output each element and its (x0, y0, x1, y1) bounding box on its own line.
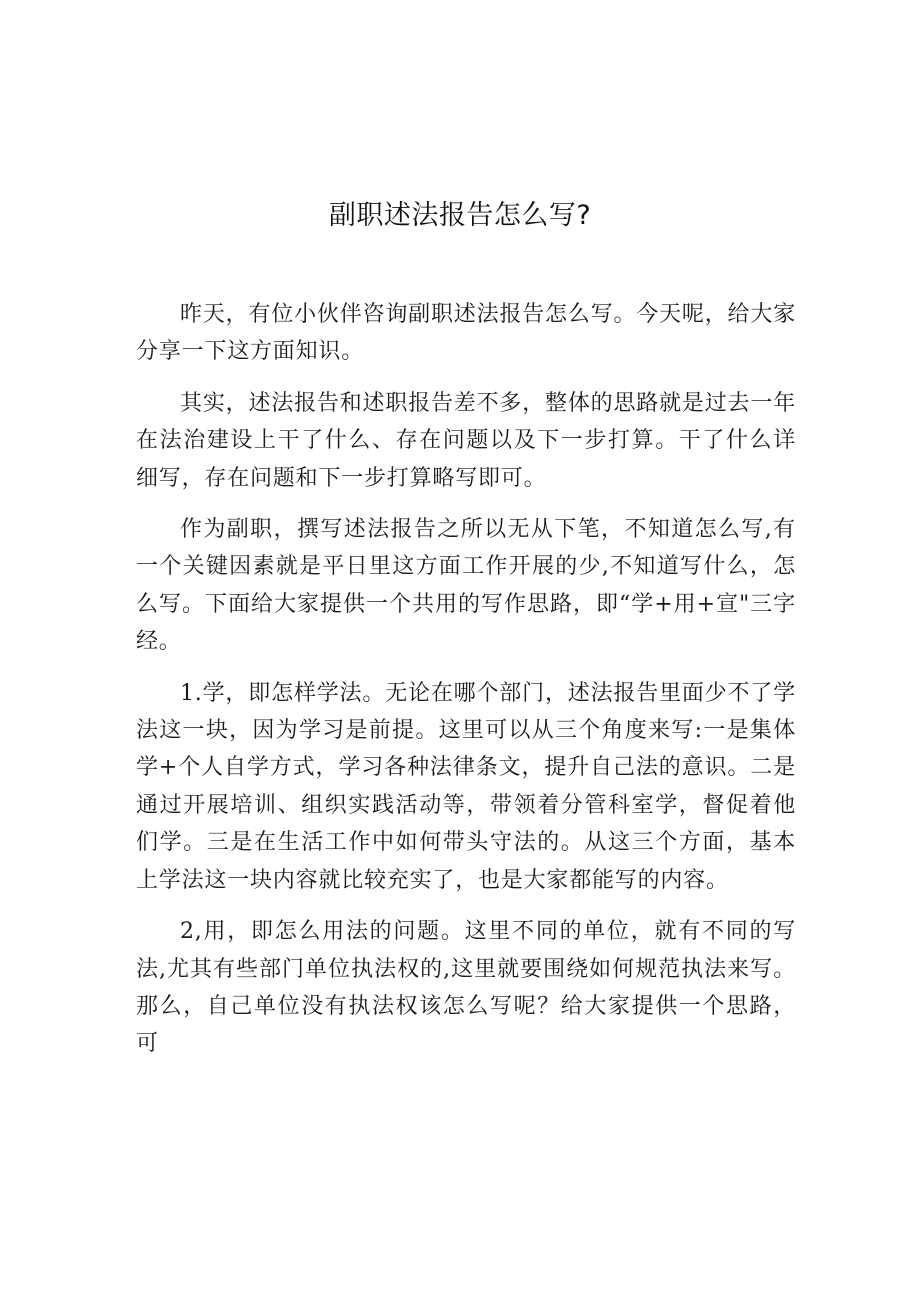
paragraph-study: 1.学，即怎样学法。无论在哪个部门，述法报告里面少不了学法这一块，因为学习是前提。这里可以从三个角度来写:一是集体学+个人自学方式，学习各种法律条文，提升自己法的意识。二是通过开展培训、组织实践活动等，带领着分管科室学，督促着他们学。三是在生活工作中如何带头守法的。从这三个方面，基本上学法这一块内容就比较充实了，也是大家都能写的内容。 (136, 680, 796, 893)
document-body (136, 296, 796, 1077)
document-title: 副职述法报告怎么写? (328, 200, 592, 231)
paragraph-approach: 作为副职，撰写述法报告之所以无从下笔，不知道怎么写,有一个关键因素就是平日里这方面工作开展的少,不知道写什么，怎么写。下面给大家提供一个共用的写作思路，即“学+用+宣"三字经。 (136, 517, 796, 655)
paragraph-intro: 昨天，有位小伙伴咨询副职述法报告怎么写。今天呢，给大家分享一下这方面知识。 (136, 302, 796, 365)
paragraph-apply: 2,用，即怎么用法的问题。这里不同的单位，就有不同的写法,尤其有些部门单位执法权的,这里就要围绕如何规范执法来写。那么，自己单位没有执法权该怎么写呢？给大家提供一个思路，可 (136, 919, 796, 1057)
paragraph-overview: 其实，述法报告和述职报告差不多，整体的思路就是过去一年在法治建设上干了什么、存在问题以及下一步打算。干了什么详细写，存在问题和下一步打算略写即可。 (136, 390, 796, 491)
